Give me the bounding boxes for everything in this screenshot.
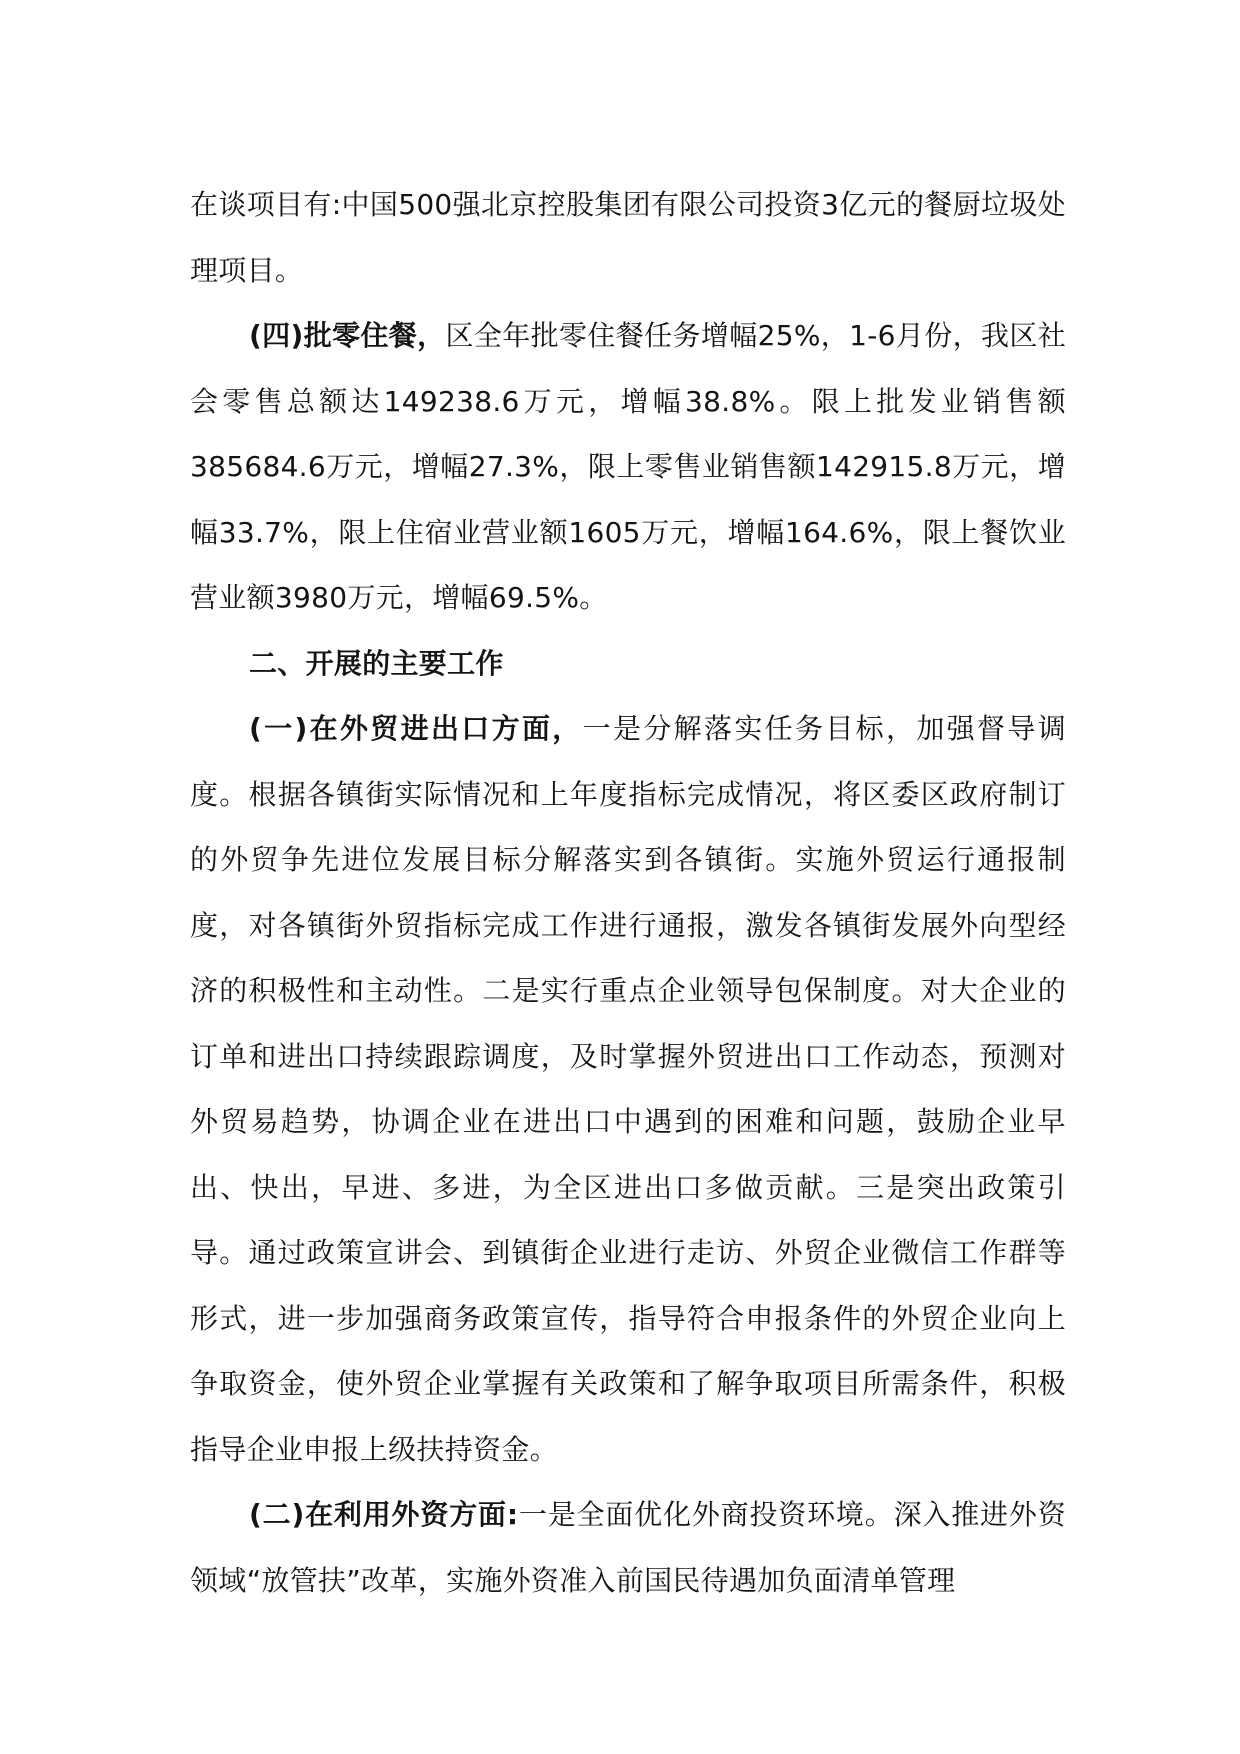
paragraph-text: 在谈项目有:中国500强北京控股集团有限公司投资3亿元的餐厨垃圾处理项目。	[190, 188, 1066, 287]
paragraph-text: 区全年批零住餐任务增幅25%，1-6月份，我区社会零售总额达149238.6万元，增幅38.8%。限上批发业销售额385684.6万元，增幅27.3%，限上零售业销售额142915.8万元，增幅33.7%，限上住宿业营业额1605万元，增幅164.6%，限上餐饮业营业额3980万元，增幅69.5%。	[190, 319, 1067, 614]
paragraph-wholesale-retail	[190, 303, 1066, 631]
paragraph-project-continuation	[190, 172, 1066, 303]
paragraph-foreign-investment	[190, 1482, 1066, 1613]
paragraph-text: 一是全面优化外商投资环境。深入推进外资领域“放管扶”改革，实施外资准入前国民待遇加负面清单管理	[190, 1498, 1067, 1597]
section-lead-foreign-trade: (一)在外贸进出口方面，	[249, 712, 583, 745]
section-lead-foreign-investment: (二)在利用外资方面:	[249, 1498, 519, 1531]
document-body	[190, 172, 1066, 1613]
paragraph-text: 一是分解落实任务目标，加强督导调度。根据各镇街实际情况和上年度指标完成情况，将区委区政府制订的外贸争先进位发展目标分解落实到各镇街。实施外贸运行通报制度，对各镇街外贸指标完成工作进行通报，激发各镇街发展外向型经济的积极性和主动性。二是实行重点企业领导包保制度。对大企业的订单和进出口持续跟踪调度，及时掌握外贸进出口工作动态，预测对外贸易趋势，协调企业在进出口中遇到的困难和问题，鼓励企业早出、快出，早进、多进，为全区进出口多做贡献。三是突出政策引导。通过政策宣讲会、到镇街企业进行走访、外贸企业微信工作群等形式，进一步加强商务政策宣传，指导符合申报条件的外贸企业向上争取资金，使外贸企业掌握有关政策和了解争取项目所需条件，积极指导企业申报上级扶持资金。	[190, 712, 1066, 1466]
section-heading-main-work: 二、开展的主要工作	[249, 646, 504, 680]
section-lead-wholesale-retail: (四)批零住餐，	[249, 319, 446, 352]
paragraph-foreign-trade	[190, 696, 1066, 1482]
